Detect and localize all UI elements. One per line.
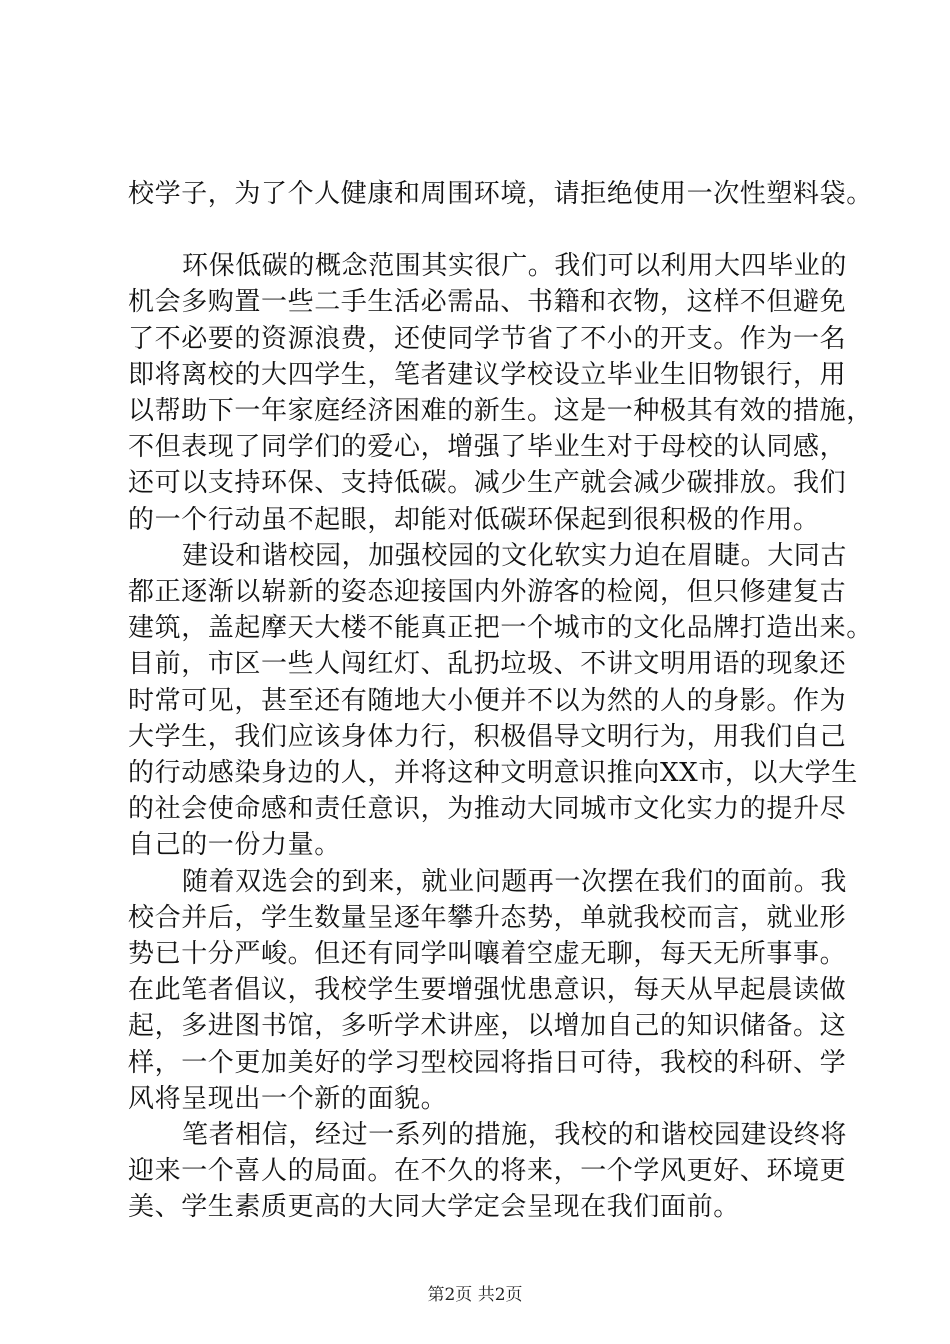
text-line: 校合并后，学生数量呈逐年攀升态势，单就我校而言，就业形 [128, 902, 847, 933]
text-line: 即将离校的大四学生，笔者建议学校设立毕业生旧物银行，用 [128, 359, 847, 390]
text-line: 校学子，为了个人健康和周围环境，请拒绝使用一次性塑料袋。 [128, 179, 873, 209]
text-line: 样，一个更加美好的学习型校园将指日可待，我校的科研、学 [128, 1047, 847, 1078]
text-line: 了不必要的资源浪费，还使同学节省了不小的开支。作为一名 [128, 323, 847, 354]
text-line: 不但表现了同学们的爱心，增强了毕业生对于母校的认同感， [128, 432, 847, 463]
paragraph-first-line: 随着双选会的到来，就业问题再一次摆在我们的面前。我 [182, 866, 848, 897]
text-line: 以帮助下一年家庭经济困难的新生。这是一种极其有效的措施， [128, 396, 873, 427]
paragraph-first-line: 建设和谐校园，加强校园的文化软实力迫在眉睫。大同古 [182, 540, 848, 571]
text-line: 自己的一份力量。 [128, 830, 341, 861]
text-line: 的社会使命感和责任意识，为推动大同城市文化实力的提升尽 [128, 794, 847, 825]
text-line: 建筑，盖起摩天大楼不能真正把一个城市的文化品牌打造出来。 [128, 613, 873, 644]
document-body [128, 176, 873, 1226]
page-footer: 第2页 共2页 [427, 1285, 523, 1305]
paragraph-first-line: 笔者相信，经过一系列的措施，我校的和谐校园建设终将 [182, 1120, 848, 1151]
text-line: 风将呈现出一个新的面貌。 [128, 1083, 448, 1114]
text-line: 势已十分严峻。但还有同学叫嚷着空虚无聊，每天无所事事。 [128, 939, 847, 970]
text-line: 大学生，我们应该身体力行，积极倡导文明行为，用我们自己 [128, 721, 847, 752]
text-line: 迎来一个喜人的局面。在不久的将来，一个学风更好、环境更 [128, 1156, 847, 1187]
text-line: 都正逐渐以崭新的姿态迎接国内外游客的检阅，但只修建复古 [128, 577, 847, 608]
text-line: 还可以支持环保、支持低碳。减少生产就会减少碳排放。我们 [128, 468, 847, 499]
paragraph-first-line: 环保低碳的概念范围其实很广。我们可以利用大四毕业的 [182, 251, 848, 282]
text-line: 目前，市区一些人闯红灯、乱扔垃圾、不讲文明用语的现象还 [128, 649, 847, 680]
paragraph-gap [128, 212, 828, 248]
text-line: 时常可见，甚至还有随地大小便并不以为然的人的身影。作为 [128, 685, 847, 716]
text-line: 起，多进图书馆，多听学术讲座，以增加自己的知识储备。这 [128, 1011, 847, 1042]
text-line: 美、学生素质更高的大同大学定会呈现在我们面前。 [128, 1192, 740, 1223]
text-line: 的行动感染身边的人，并将这种文明意识推向XX市，以大学生 [128, 758, 858, 789]
text-line: 的一个行动虽不起眼，却能对低碳环保起到很积极的作用。 [128, 504, 820, 535]
text-line: 机会多购置一些二手生活必需品、书籍和衣物，这样不但避免 [128, 287, 847, 318]
text-line: 在此笔者倡议，我校学生要增强忧患意识，每天从早起晨读做 [128, 975, 847, 1006]
